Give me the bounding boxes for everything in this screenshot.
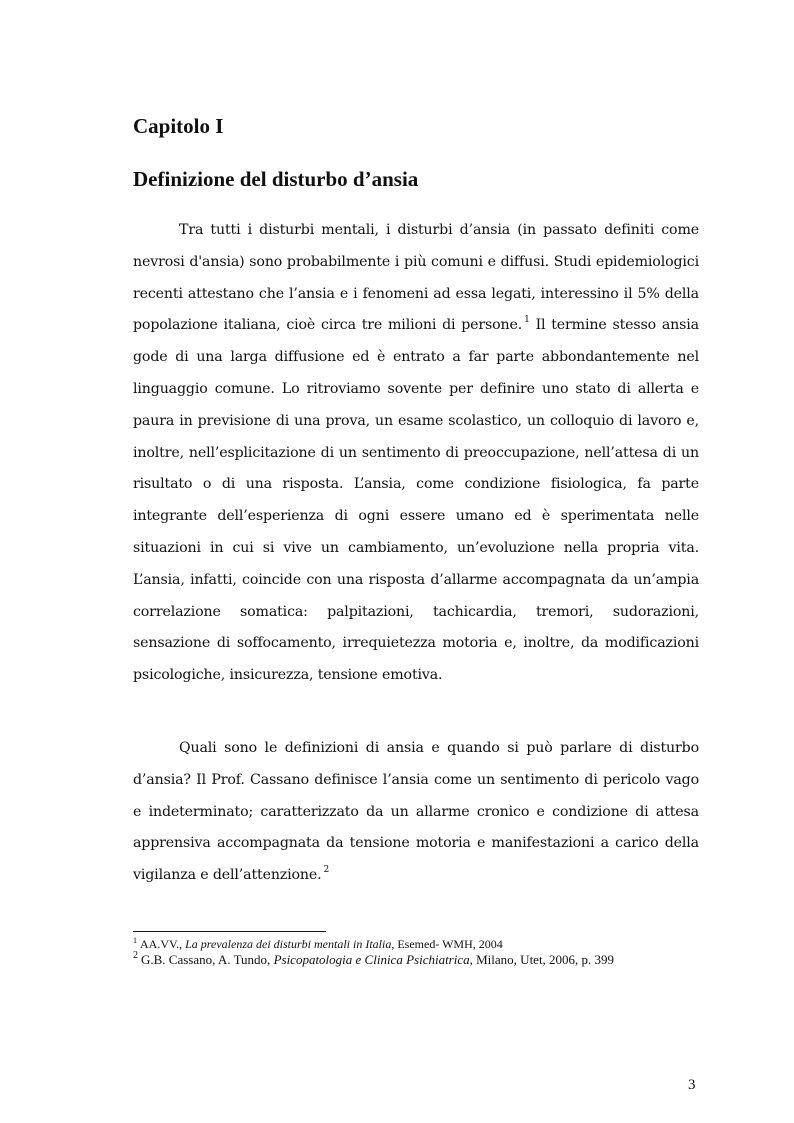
- footnotes: [133, 937, 699, 967]
- paragraph-1: [133, 215, 699, 692]
- footnote-divider: [133, 931, 326, 932]
- footnote-2-before: G.B. Cassano, A. Tundo,: [141, 952, 274, 967]
- footnote-1-before: AA.VV.,: [140, 937, 186, 951]
- footnote-1-number: 1: [133, 936, 137, 945]
- paragraph-1-text: Tra tutti i disturbi mentali, i disturbi d’ansia (in passato definiti come nevrosi d'ansia) sono probabilmente i più comuni e diffusi. Studi epidemiologici recenti attestano che l’ansia e i fenomeni ad essa legati, interessino il 5% della popolazione italiana, cioè circa tre milioni di persone.: [133, 222, 699, 334]
- footnote-2-after: , Milano, Utet, 2006, p. 399: [469, 952, 615, 967]
- page-number: 3: [688, 1077, 696, 1093]
- footnote-1-after: Esemed- WMH, 2004: [394, 937, 503, 951]
- chapter-title: Capitolo I: [133, 114, 224, 138]
- section-title: Definizione del disturbo d’ansia: [133, 167, 419, 191]
- footnote-2-title: Psicopatologia e Clinica Psichiatrica: [273, 952, 470, 967]
- footnote-2-number: 2: [133, 950, 138, 961]
- paragraph-2-text: Quali sono le definizioni di ansia e quando si può parlare di disturbo d’ansia? Il Prof. Cassano definisce l’ansia come un sentimento di pericolo vago e indeterminato; caratterizzato da un allarme cronico e condizione di attesa apprensiva accompagnata da tensione motoria e manifestazioni a carico della vigilanza e dell’attenzione.: [133, 740, 699, 884]
- footnote-1: [133, 937, 699, 952]
- footnote-1-title: La prevalenza dei disturbi mentali in Italia,: [185, 937, 395, 951]
- paragraph-2: [133, 733, 699, 892]
- footnote-ref-2: 2: [323, 865, 330, 876]
- paragraph-1-continuation: Il termine stesso ansia gode di una larga diffusione ed è entrato a far parte abbondantemente nel linguaggio comune. Lo ritroviamo sovente per definire uno stato di allerta e paura in previsione di una prova, un esame scolastico, un colloquio di lavoro e, inoltre, nell’esplicitazione di un sentimento di preoccupazione, nell’attesa di un risultato o di una risposta. L’ansia, come condizione fisiologica, fa parte integrante dell’esperienza di ogni essere umano ed è sperimentata nelle situazioni in cui si vive un cambiamento, un’evoluzione nella propria vita. L’ansia, infatti, coincide con una risposta d’allarme accompagnata da un’ampia correlazione somatica: palpitazioni, tachicardia, tremori, sudorazioni, sensazione di soffocamento, irrequietezza motoria e, inoltre, da modificazioni psicologiche, insicurezza, tensione emotiva.: [133, 317, 699, 684]
- footnote-ref-1: 1: [524, 315, 530, 326]
- footnote-2: [133, 952, 699, 967]
